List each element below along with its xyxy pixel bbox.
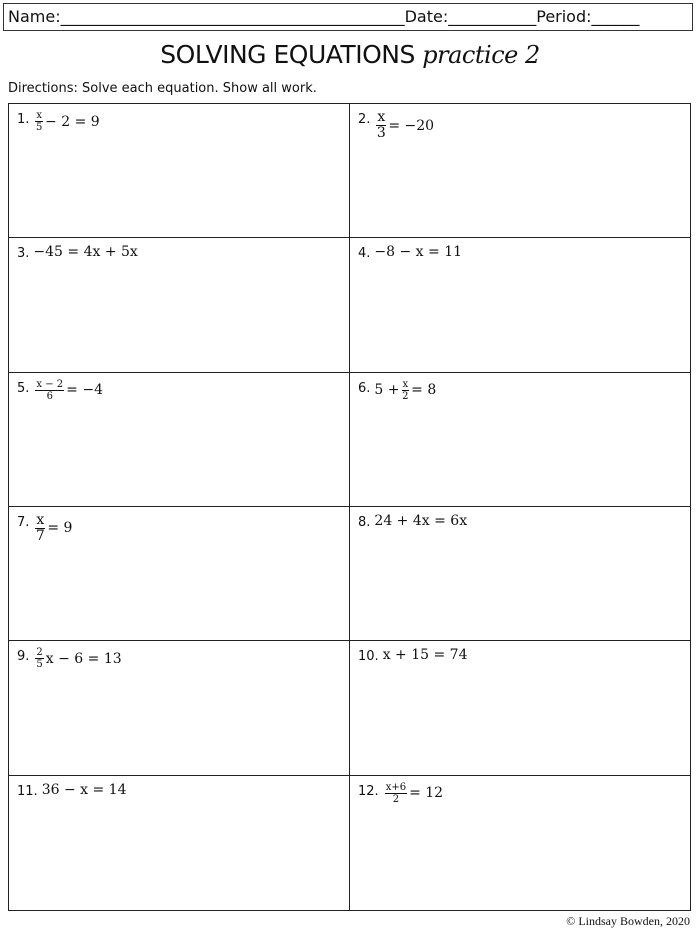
problem-number: 1. (17, 112, 30, 127)
date-field[interactable]: ___________ (448, 7, 537, 26)
problem-cell[interactable] (9, 104, 350, 238)
name-label: Name: (8, 7, 61, 26)
fraction-numerator: x (377, 109, 386, 125)
fraction-numerator: x (36, 110, 43, 121)
header-bar (3, 3, 693, 31)
fraction-denominator: 5 (36, 659, 43, 671)
problem-number: 2. (358, 112, 371, 127)
problem-grid (8, 103, 691, 911)
equation-text: = −4 (66, 382, 103, 399)
problem-equation (374, 110, 434, 141)
equation-text: −45 = 4x + 5x (33, 244, 138, 261)
problem-number: 3. (17, 246, 30, 262)
equation-text: = 8 (411, 382, 437, 399)
fraction-numerator: x+6 (385, 781, 407, 793)
problem-equation (374, 379, 436, 402)
fraction (35, 379, 64, 402)
problem-number: 6. (358, 380, 371, 396)
problem-number: 11. (17, 783, 38, 799)
equation-text: = 9 (47, 520, 73, 537)
date-label: Date: (404, 7, 449, 26)
fraction-numerator: x − 2 (36, 378, 64, 390)
problem-cell[interactable] (350, 641, 690, 775)
problem-cell[interactable] (9, 507, 350, 641)
problem-number: 12. (358, 783, 379, 799)
equation-text: − 2 = 9 (45, 113, 100, 130)
period-label: Period: (536, 7, 592, 26)
problem-equation (42, 782, 127, 798)
problem-cell[interactable] (350, 373, 690, 507)
fraction-denominator: 6 (46, 390, 53, 402)
fraction-denominator: 2 (402, 390, 409, 402)
title-main: SOLVING EQUATIONS (160, 40, 415, 69)
equation-text: x − 6 = 13 (45, 650, 122, 667)
equation-text: x + 15 = 74 (382, 647, 468, 664)
fraction-denominator: 5 (36, 122, 43, 133)
problem-equation (33, 244, 137, 260)
equation-text: −8 − x = 11 (374, 244, 463, 261)
problem-cell[interactable] (350, 104, 690, 238)
problem-number: 9. (17, 649, 30, 665)
fraction (376, 110, 386, 141)
name-field[interactable]: ___________________________________________ (60, 7, 405, 26)
period-field[interactable]: ______ (591, 7, 640, 26)
problem-equation (33, 110, 99, 133)
problem-cell[interactable] (350, 507, 690, 641)
fraction (35, 647, 43, 670)
fraction-denominator: 2 (392, 793, 400, 805)
problem-cell[interactable] (9, 641, 350, 775)
fraction-numerator: x (36, 511, 45, 528)
fraction (35, 513, 45, 544)
problem-cell[interactable] (350, 238, 690, 372)
copyright-footer: © Lindsay Bowden, 2020 (566, 914, 690, 928)
problem-cell[interactable] (9, 238, 350, 372)
problem-cell[interactable] (9, 373, 350, 507)
problem-equation (33, 647, 121, 670)
equation-text: = 12 (409, 785, 444, 802)
fraction (402, 379, 410, 402)
directions-text: Directions: Solve each equation. Show all work. (8, 81, 317, 96)
problem-number: 7. (17, 514, 30, 530)
equation-text: 24 + 4x = 6x (374, 512, 468, 529)
equation-text: 5 + (374, 382, 400, 399)
problem-cell[interactable] (9, 776, 350, 910)
problem-equation (383, 647, 468, 663)
fraction-denominator: 3 (376, 125, 386, 141)
problem-cell[interactable] (350, 776, 690, 910)
problem-number: 8. (358, 514, 371, 530)
problem-equation (374, 244, 462, 260)
title-script: practice 2 (422, 41, 540, 69)
problem-number: 10. (358, 649, 379, 665)
problem-number: 5. (17, 380, 30, 396)
page-title (0, 40, 700, 69)
problem-equation (374, 513, 467, 529)
problem-number: 4. (358, 246, 371, 262)
fraction-numerator: 2 (36, 647, 43, 659)
problem-equation (33, 513, 72, 544)
problem-equation (383, 782, 443, 805)
fraction (35, 110, 43, 133)
problem-equation (33, 379, 103, 402)
equation-text: 36 − x = 14 (41, 781, 127, 798)
fraction (385, 782, 407, 805)
fraction-numerator: x (402, 378, 409, 390)
fraction-denominator: 7 (35, 527, 45, 544)
equation-text: = −20 (388, 117, 435, 134)
